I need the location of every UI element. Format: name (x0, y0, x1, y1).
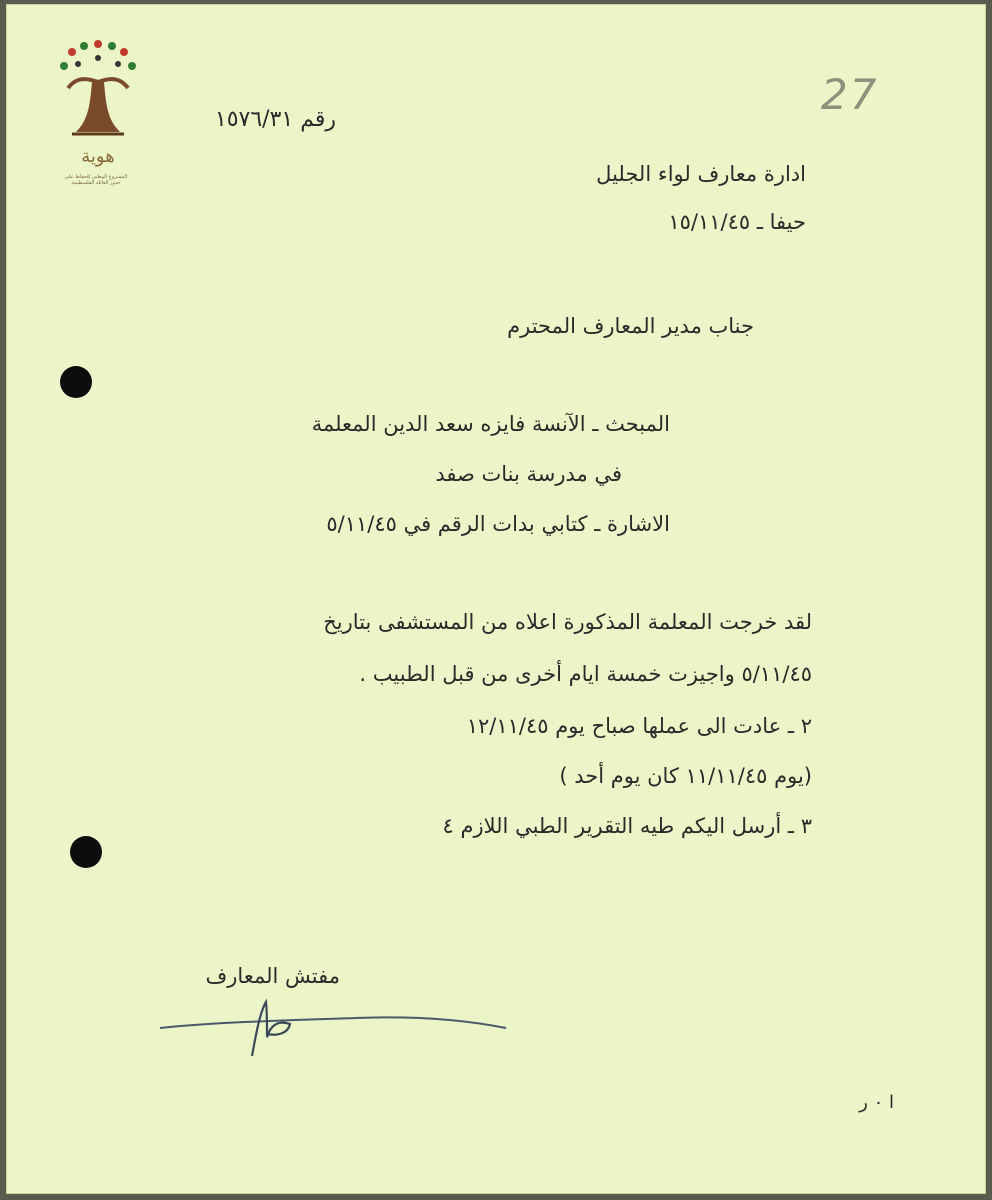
body-paragraph-1-line-1: لقد خرجت المعلمة المذكورة اعلاه من المستشفى بتاريخ (323, 610, 812, 634)
subject-line-1: المبحث ـ الآنسة فايزه سعد الدين المعلمة (311, 412, 670, 436)
addressee: جناب مدير المعارف المحترم (507, 314, 754, 338)
reference-number: رقم ١٥٧٦/٣١ (214, 107, 336, 132)
body-paragraph-2-note: (يوم ١١/١١/٤٥ كان يوم أحد ) (559, 764, 812, 788)
logo-tagline (36, 174, 156, 186)
subject-line-2: في مدرسة بنات صفد (435, 462, 622, 486)
place-date: حيفا ـ ١٥/١١/٤٥ (668, 210, 806, 234)
punch-hole-top (60, 366, 92, 398)
subject-reference: الاشارة ـ كتابي بدات الرقم في ٥/١١/٤٥ (326, 512, 670, 536)
logo-wordmark: هوية (81, 146, 115, 167)
family-tree-logo (52, 36, 144, 196)
signatory-title: مفتش المعارف (205, 964, 340, 988)
body-paragraph-3: ٣ ـ أرسل اليكم طيه التقرير الطبي اللازم ٤ (442, 814, 812, 838)
page-number: 27 (821, 70, 879, 119)
sender-office: ادارة معارف لواء الجليل (596, 162, 806, 186)
handwritten-signature (156, 994, 516, 1064)
typist-initials: ا ٠ ر (859, 1092, 894, 1113)
body-paragraph-2: ٢ ـ عادت الى عملها صباح يوم ١٢/١١/٤٥ (466, 714, 812, 738)
punch-hole-bottom (70, 836, 102, 868)
document-page (6, 4, 986, 1194)
body-paragraph-1-line-2: ٥/١١/٤٥ واجيزت خمسة ايام أخرى من قبل الطبيب . (359, 662, 812, 686)
logo-tagline-1: المشروع الوطني للحفاظ على (64, 174, 128, 180)
logo-tagline-2: جذور العائلة الفلسطينية (71, 180, 121, 186)
